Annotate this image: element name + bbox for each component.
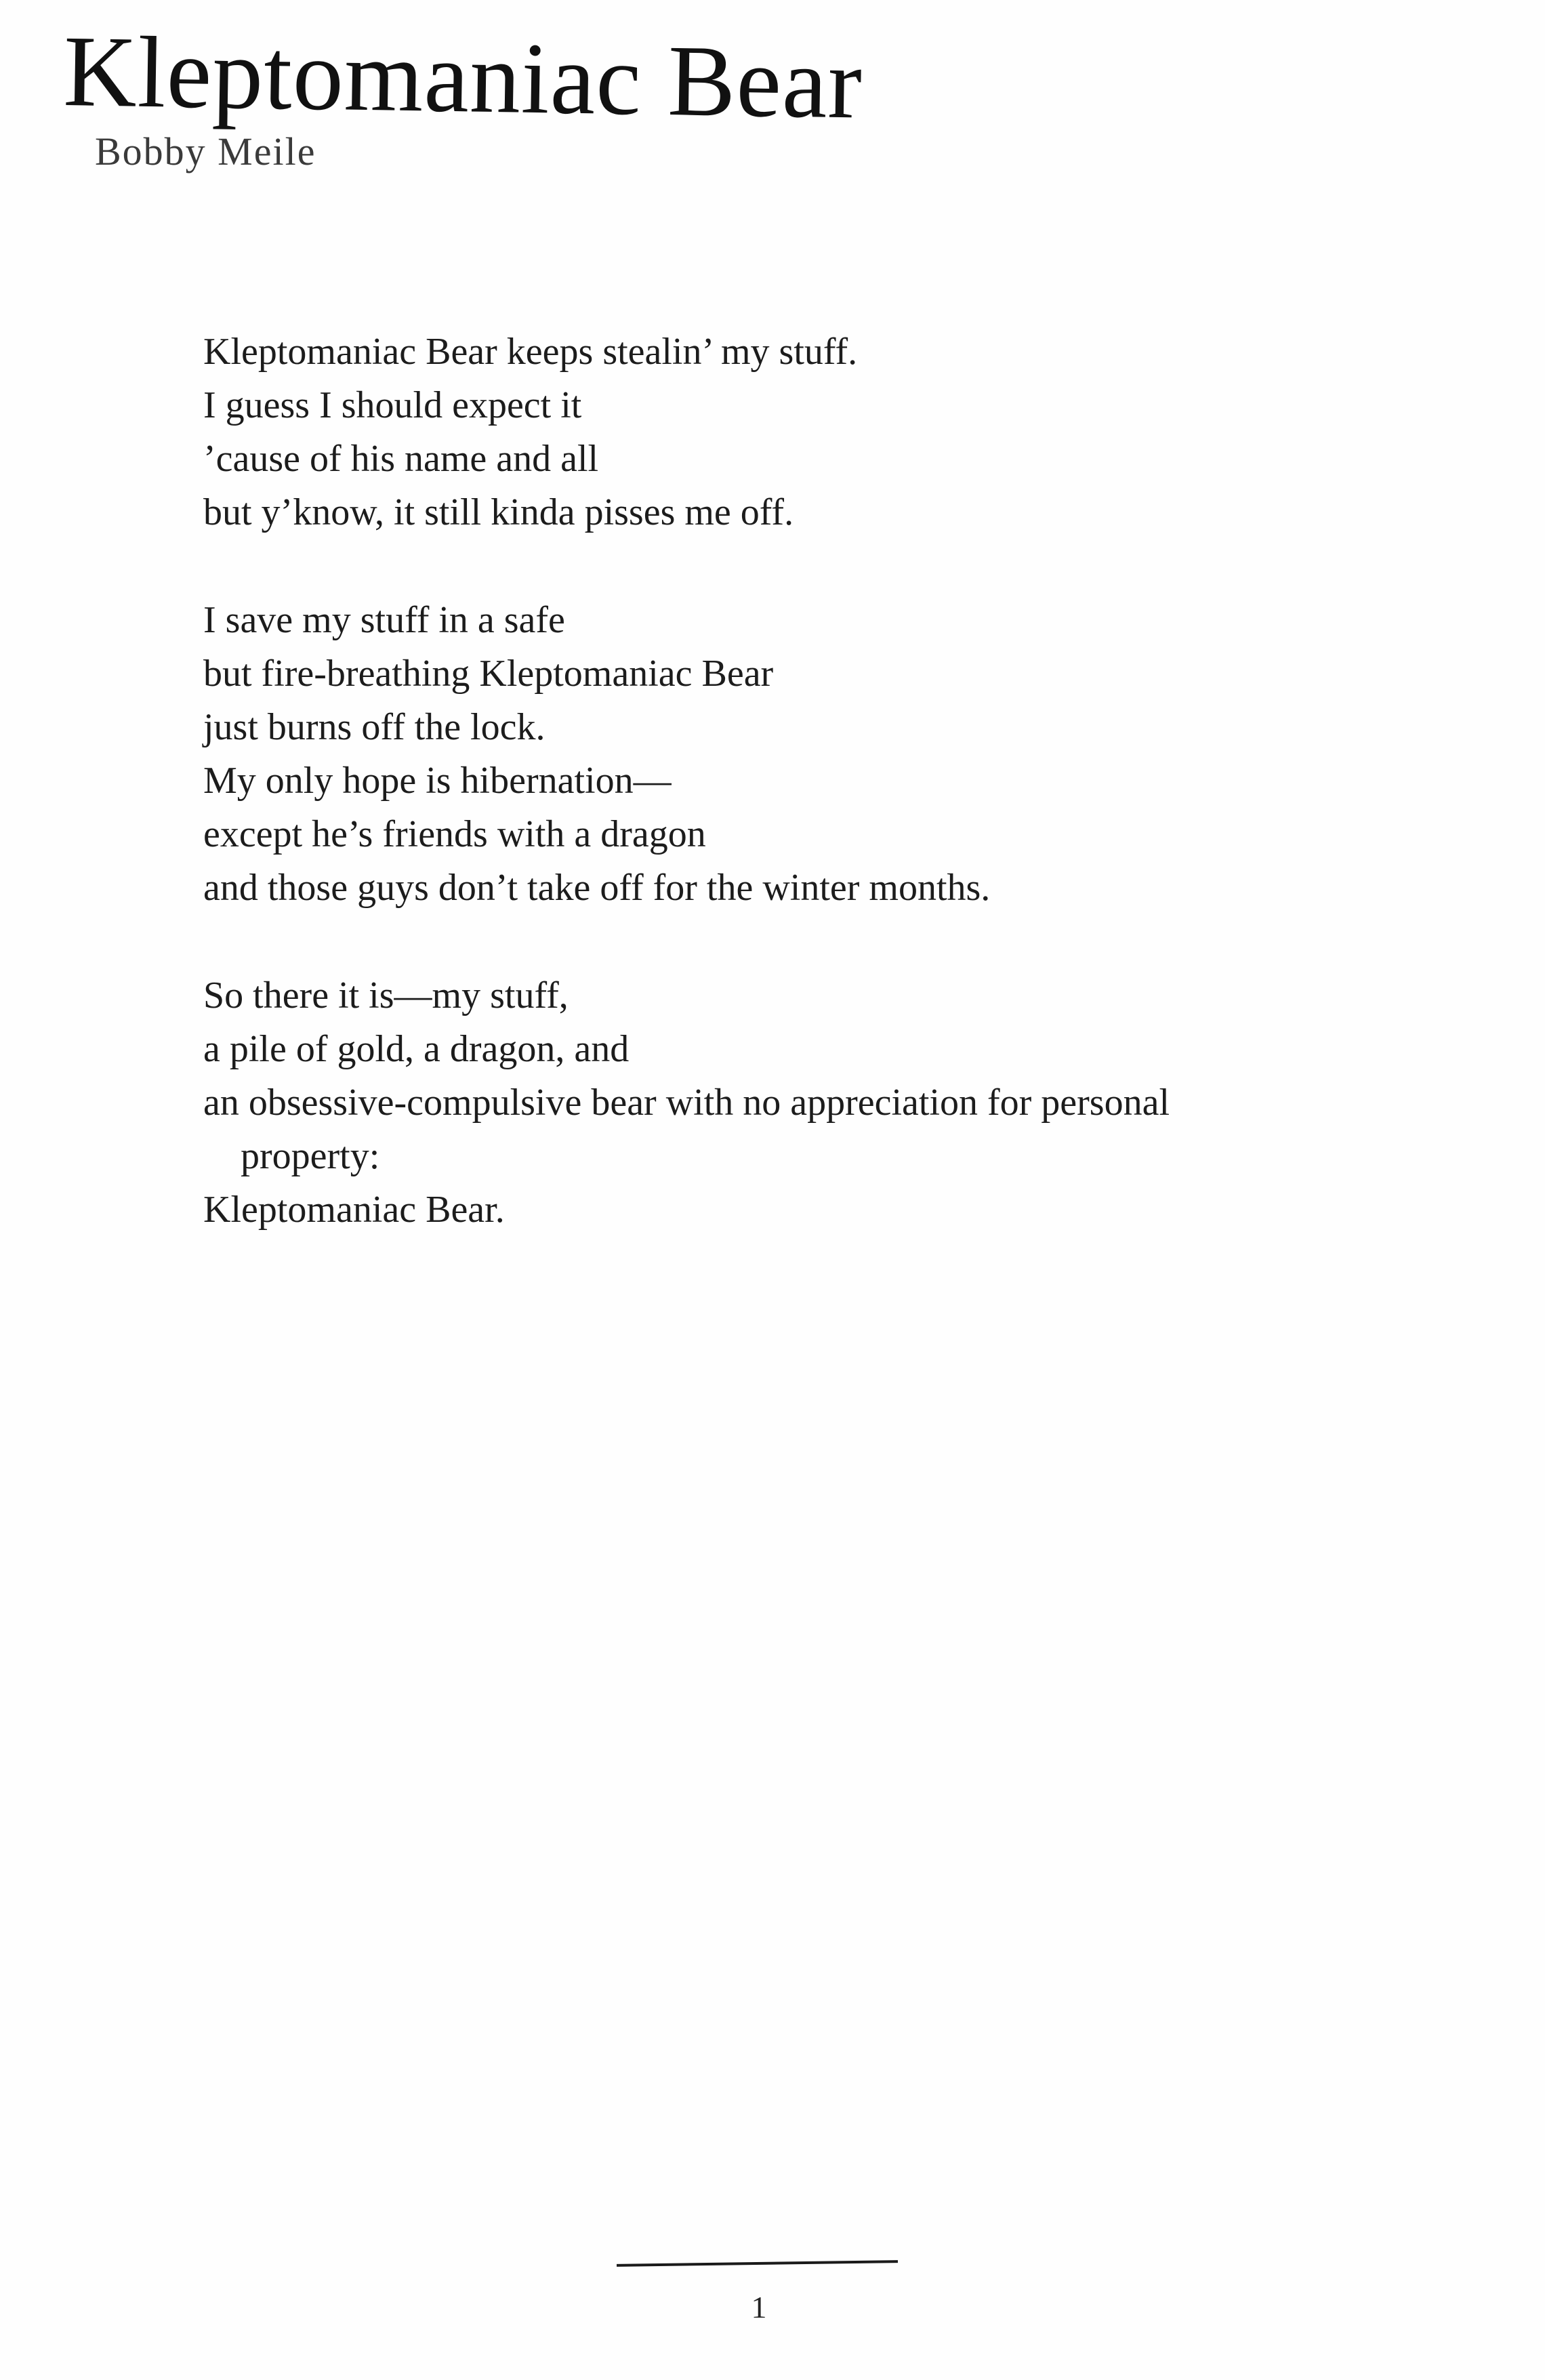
stanza-2 [203,594,1491,915]
poem-line-continuation: property: [241,1135,380,1177]
poem-line: My only hope is hibernation— [203,760,672,802]
poem-line: but fire-breathing Kleptomaniac Bear [203,653,774,695]
footer-divider [617,2260,898,2267]
poem-line: a pile of gold, a dragon, and [203,1028,630,1070]
poem-author: Bobby Meile [95,129,316,173]
poem-line: Kleptomaniac Bear. [203,1189,505,1231]
stanza-3 [203,969,1491,1237]
poem-line: except he’s friends with a dragon [203,813,706,855]
poem-title: Kleptomaniac Bear [62,15,863,140]
poem-line: just burns off the lock. [203,706,545,748]
page-number: 1 [751,2290,767,2324]
poem-body [203,325,1491,1291]
poem-line: but y’know, it still kinda pisses me off. [203,491,794,533]
poem-line: I save my stuff in a safe [203,599,565,641]
poem-line: So there it is—my stuff, [203,974,569,1017]
stanza-1 [203,325,1491,539]
poem-line: I guess I should expect it [203,384,582,426]
poem-line: an obsessive-compulsive bear with no appreciation for personal [203,1082,1170,1124]
poem-line: and those guys don’t take off for the winter months. [203,867,991,909]
poem-line: Kleptomaniac Bear keeps stealin’ my stuff. [203,331,858,373]
poem-line: ’cause of his name and all [203,438,599,480]
